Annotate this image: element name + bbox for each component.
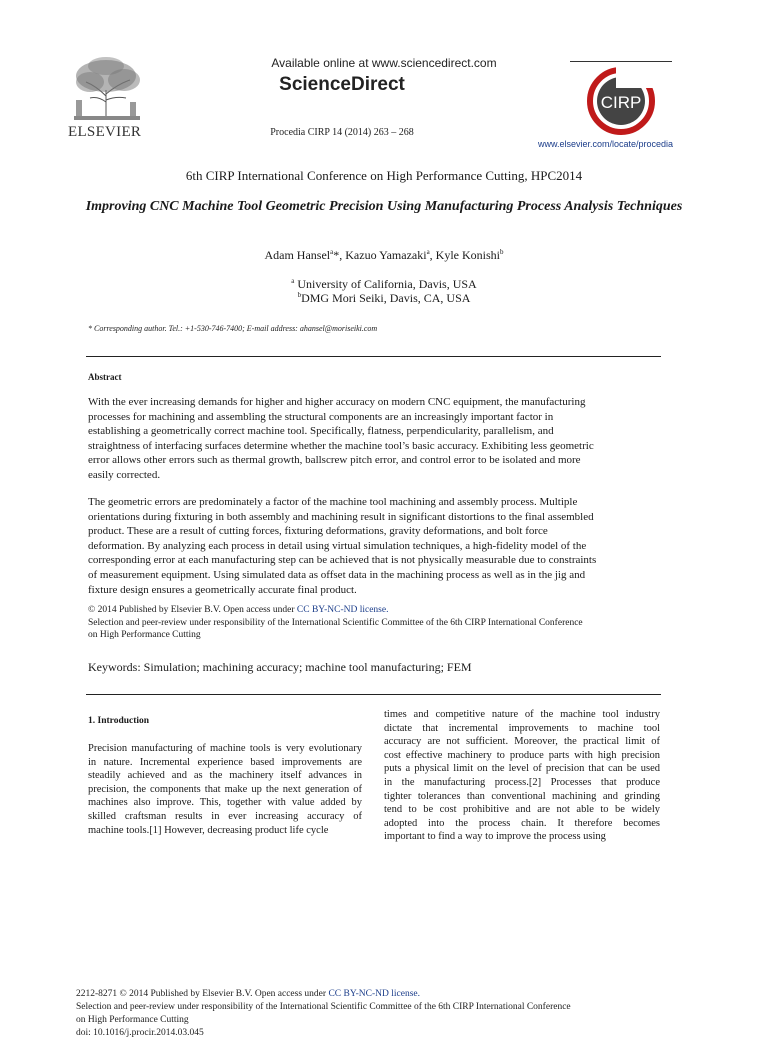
journal-reference: Procedia CIRP 14 (2014) 263 – 268 bbox=[270, 127, 414, 138]
divider-top bbox=[86, 356, 661, 357]
publisher-name: ELSEVIER bbox=[68, 124, 142, 140]
affiliation-a: $^a$ University of California, Davis, USA bbox=[291, 277, 477, 291]
author-2: , Kazuo Yamazaki bbox=[339, 248, 427, 262]
divider-bottom bbox=[86, 694, 661, 695]
abstract-heading: Abstract bbox=[88, 372, 122, 382]
copyright-notice: © 2014 Published by Elsevier B.V. Open access under CC BY-NC-ND license. Selection and peer-review under responsibility of the International Scientific Committee of the 6th CIRP International Conference on High Performance Cutting bbox=[88, 605, 583, 640]
footer-doi[interactable]: doi: 10.1016/j.procir.2014.03.045 bbox=[76, 1028, 204, 1038]
elsevier-url[interactable]: www.elsevier.com/locate/procedia bbox=[538, 139, 674, 149]
available-online-text: Available online at www.sciencedirect.com bbox=[271, 56, 497, 70]
footer-license-link[interactable]: CC BY-NC-ND license. bbox=[328, 989, 421, 999]
intro-right-column: times and competitive nature of the machine tool industry dictate that incremental improvements to machine tool accuracy are not sufficient. Moreover, the practical limit of cost effective machinery to produce parts with high precision puts a physical limit on the level of precision that can be used in the manufacturing process.[2] Processes that produce tighter tolerances than conventional machining and grinding tend to be cost prohibitive and are not able to be widely adopted into the process chain. It therefore becomes important to find a way to improve the process using bbox=[384, 709, 660, 843]
conference-name: 6th CIRP International Conference on High Performance Cutting, HPC2014 bbox=[185, 168, 583, 183]
keywords: Keywords: Simulation; machining accuracy; machine tool manufacturing; FEM bbox=[88, 660, 472, 674]
abstract-paragraph-2: The geometric errors are predominately a factor of the machine tool machining and assembly process. Multiple orientations during fixturing in both assembly and machining result in significant distortions to the final assembled product. These are a result of cutting forces, fixturing deformations, gravity deformations, and bolt force deformation. By analyzing each process in detail using virtual simulation techniques, a high-fidelity model of the corresponding error at each manufacturing step can be achieved that is not physically measurable due to constraints of measurement equipment. Using simulated data as offset data in the machining process as well as in the jig and fixture design ensures a geometrically accurate final product. bbox=[88, 496, 597, 596]
cirp-divider bbox=[570, 61, 672, 62]
corresponding-author-note: * Corresponding author. Tel.: +1-530-746-7400; E-mail address: ahansel@moriseiki.com bbox=[88, 324, 378, 333]
paper-title: Improving CNC Machine Tool Geometric Precision Using Manufacturing Process Analysis Techniques bbox=[85, 199, 683, 214]
author-3: , Kyle Konishi bbox=[429, 248, 501, 262]
author-1: Adam Hansel bbox=[264, 248, 331, 262]
footer-review-line-2: on High Performance Cutting bbox=[76, 1015, 189, 1025]
author-list: Adam Hansel$^a$*, Kazuo Yamazaki$^a$, Kyle Konishi$^b$ bbox=[264, 248, 504, 262]
abstract-paragraph-1: With the ever increasing demands for higher and higher accuracy on modern CNC equipment, the manufacturing processes for machining and assembling the structural components are an increasingly important factor in establishing a geometrically correct machine tool. Specifically, flatness, perpendicularity, parallelism, and straightness of interfacing surfaces determine whether the machine tool’s basic accuracy. Exhibiting less geometric error allows other errors such as thermal growth, ballscrew pitch error, and control error to be isolated and more easily corrected. bbox=[88, 396, 594, 481]
introduction-heading: 1. Introduction bbox=[88, 716, 150, 726]
intro-left-column: Precision manufacturing of machine tools is very evolutionary in nature. Incremental experience based improvements are steadily achieved and as the machinery itself advances in precision, the components that make up the next generation of machines also improve. This, together with value added by skilled craftsman results in ever increasing accuracy of machine tools.[1] However, decreasing product life cycle bbox=[88, 743, 362, 836]
footer-review-line: Selection and peer-review under responsibility of the International Scientific Committee of the 6th CIRP International Conference bbox=[76, 1002, 571, 1012]
affiliation-b: $^b$DMG Mori Seiki, Davis, CA, USA bbox=[297, 291, 471, 305]
svg-text:CIRP: CIRP bbox=[600, 93, 642, 112]
license-link[interactable]: CC BY-NC-ND license. bbox=[296, 605, 389, 615]
cirp-logo bbox=[586, 66, 656, 136]
sciencedirect-brand: ScienceDirect bbox=[279, 74, 405, 95]
footer-issn: 2212-8271 © 2014 Published by Elsevier B.V. Open access under CC BY-NC-ND license. bbox=[76, 989, 421, 999]
